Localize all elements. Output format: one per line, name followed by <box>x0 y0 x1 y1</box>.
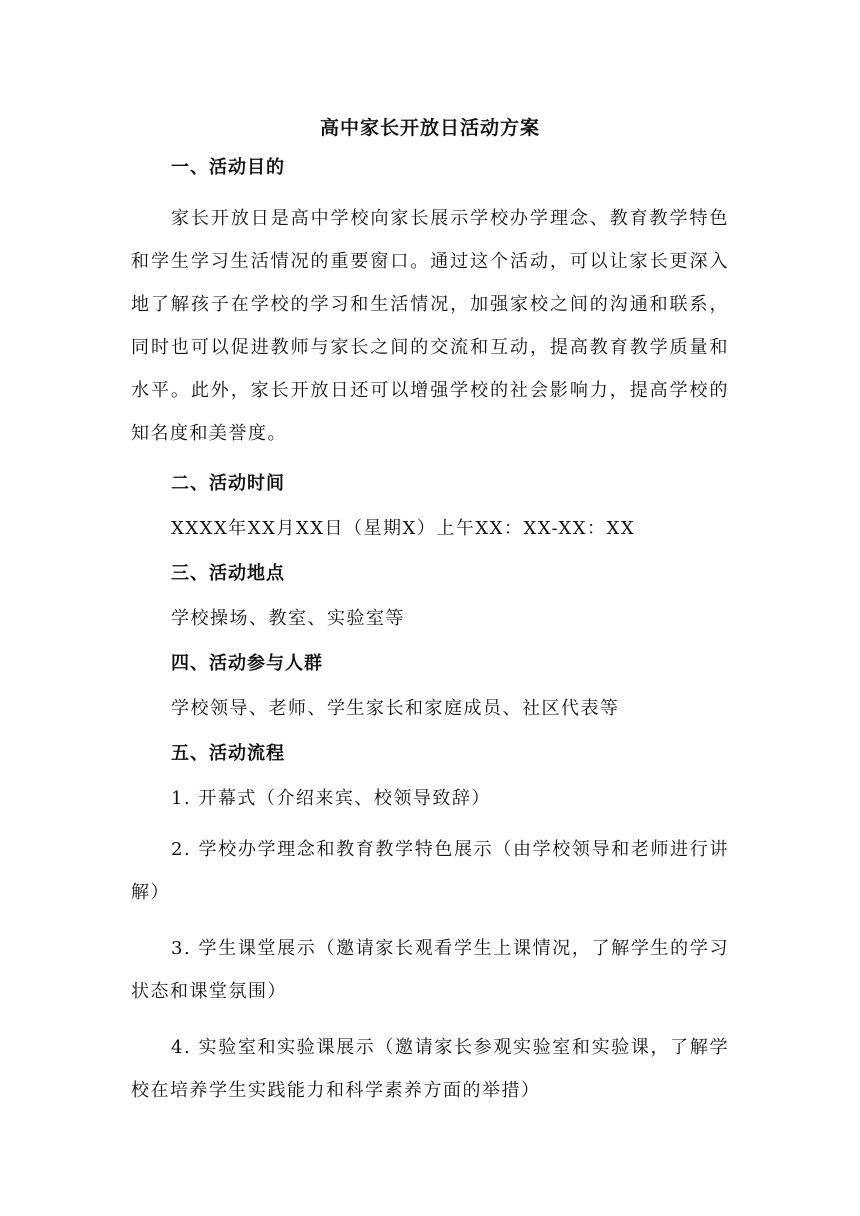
section-heading-time: 二、活动时间 <box>171 473 285 494</box>
document-body <box>131 112 729 1125</box>
process-step-2: 2. 学校办学理念和教育教学特色展示（由学校领导和老师进行讲解） <box>131 839 729 903</box>
paragraph-participants: 学校领导、老师、学生家长和家庭成员、社区代表等 <box>171 698 620 719</box>
process-step-1: 1. 开幕式（介绍来宾、校领导致辞） <box>171 788 491 809</box>
section-heading-participants: 四、活动参与人群 <box>171 653 323 674</box>
paragraph-purpose: 家长开放日是高中学校向家长展示学校办学理念、教育教学特色和学生学习生活情况的重要窗口。通过这个活动，可以让家长更深入地了解孩子在学校的学习和生活情况，加强家校之间的沟通和联系，同时也可以促进教师与家长之间的交流和互动，提高教育教学质量和水平。此外，家长开放日还可以增强学校的社会影响力，提高学校的知名度和美誉度。 <box>131 208 729 444</box>
process-step-3: 3. 学生课堂展示（邀请家长观看学生上课情况，了解学生的学习状态和课堂氛围） <box>131 938 729 1002</box>
section-heading-purpose: 一、活动目的 <box>171 157 285 178</box>
document-title: 高中家长开放日活动方案 <box>319 117 540 139</box>
section-heading-process: 五、活动流程 <box>171 743 285 764</box>
process-step-4: 4. 实验室和实验课展示（邀请家长参观实验室和实验课，了解学校在培养学生实践能力和科学素养方面的举措） <box>131 1037 729 1101</box>
paragraph-location: 学校操场、教室、实验室等 <box>171 608 405 629</box>
paragraph-time: XXXX年XX月XX日（星期X）上午XX：XX-XX：XX <box>171 518 636 539</box>
section-heading-location: 三、活动地点 <box>171 563 285 584</box>
